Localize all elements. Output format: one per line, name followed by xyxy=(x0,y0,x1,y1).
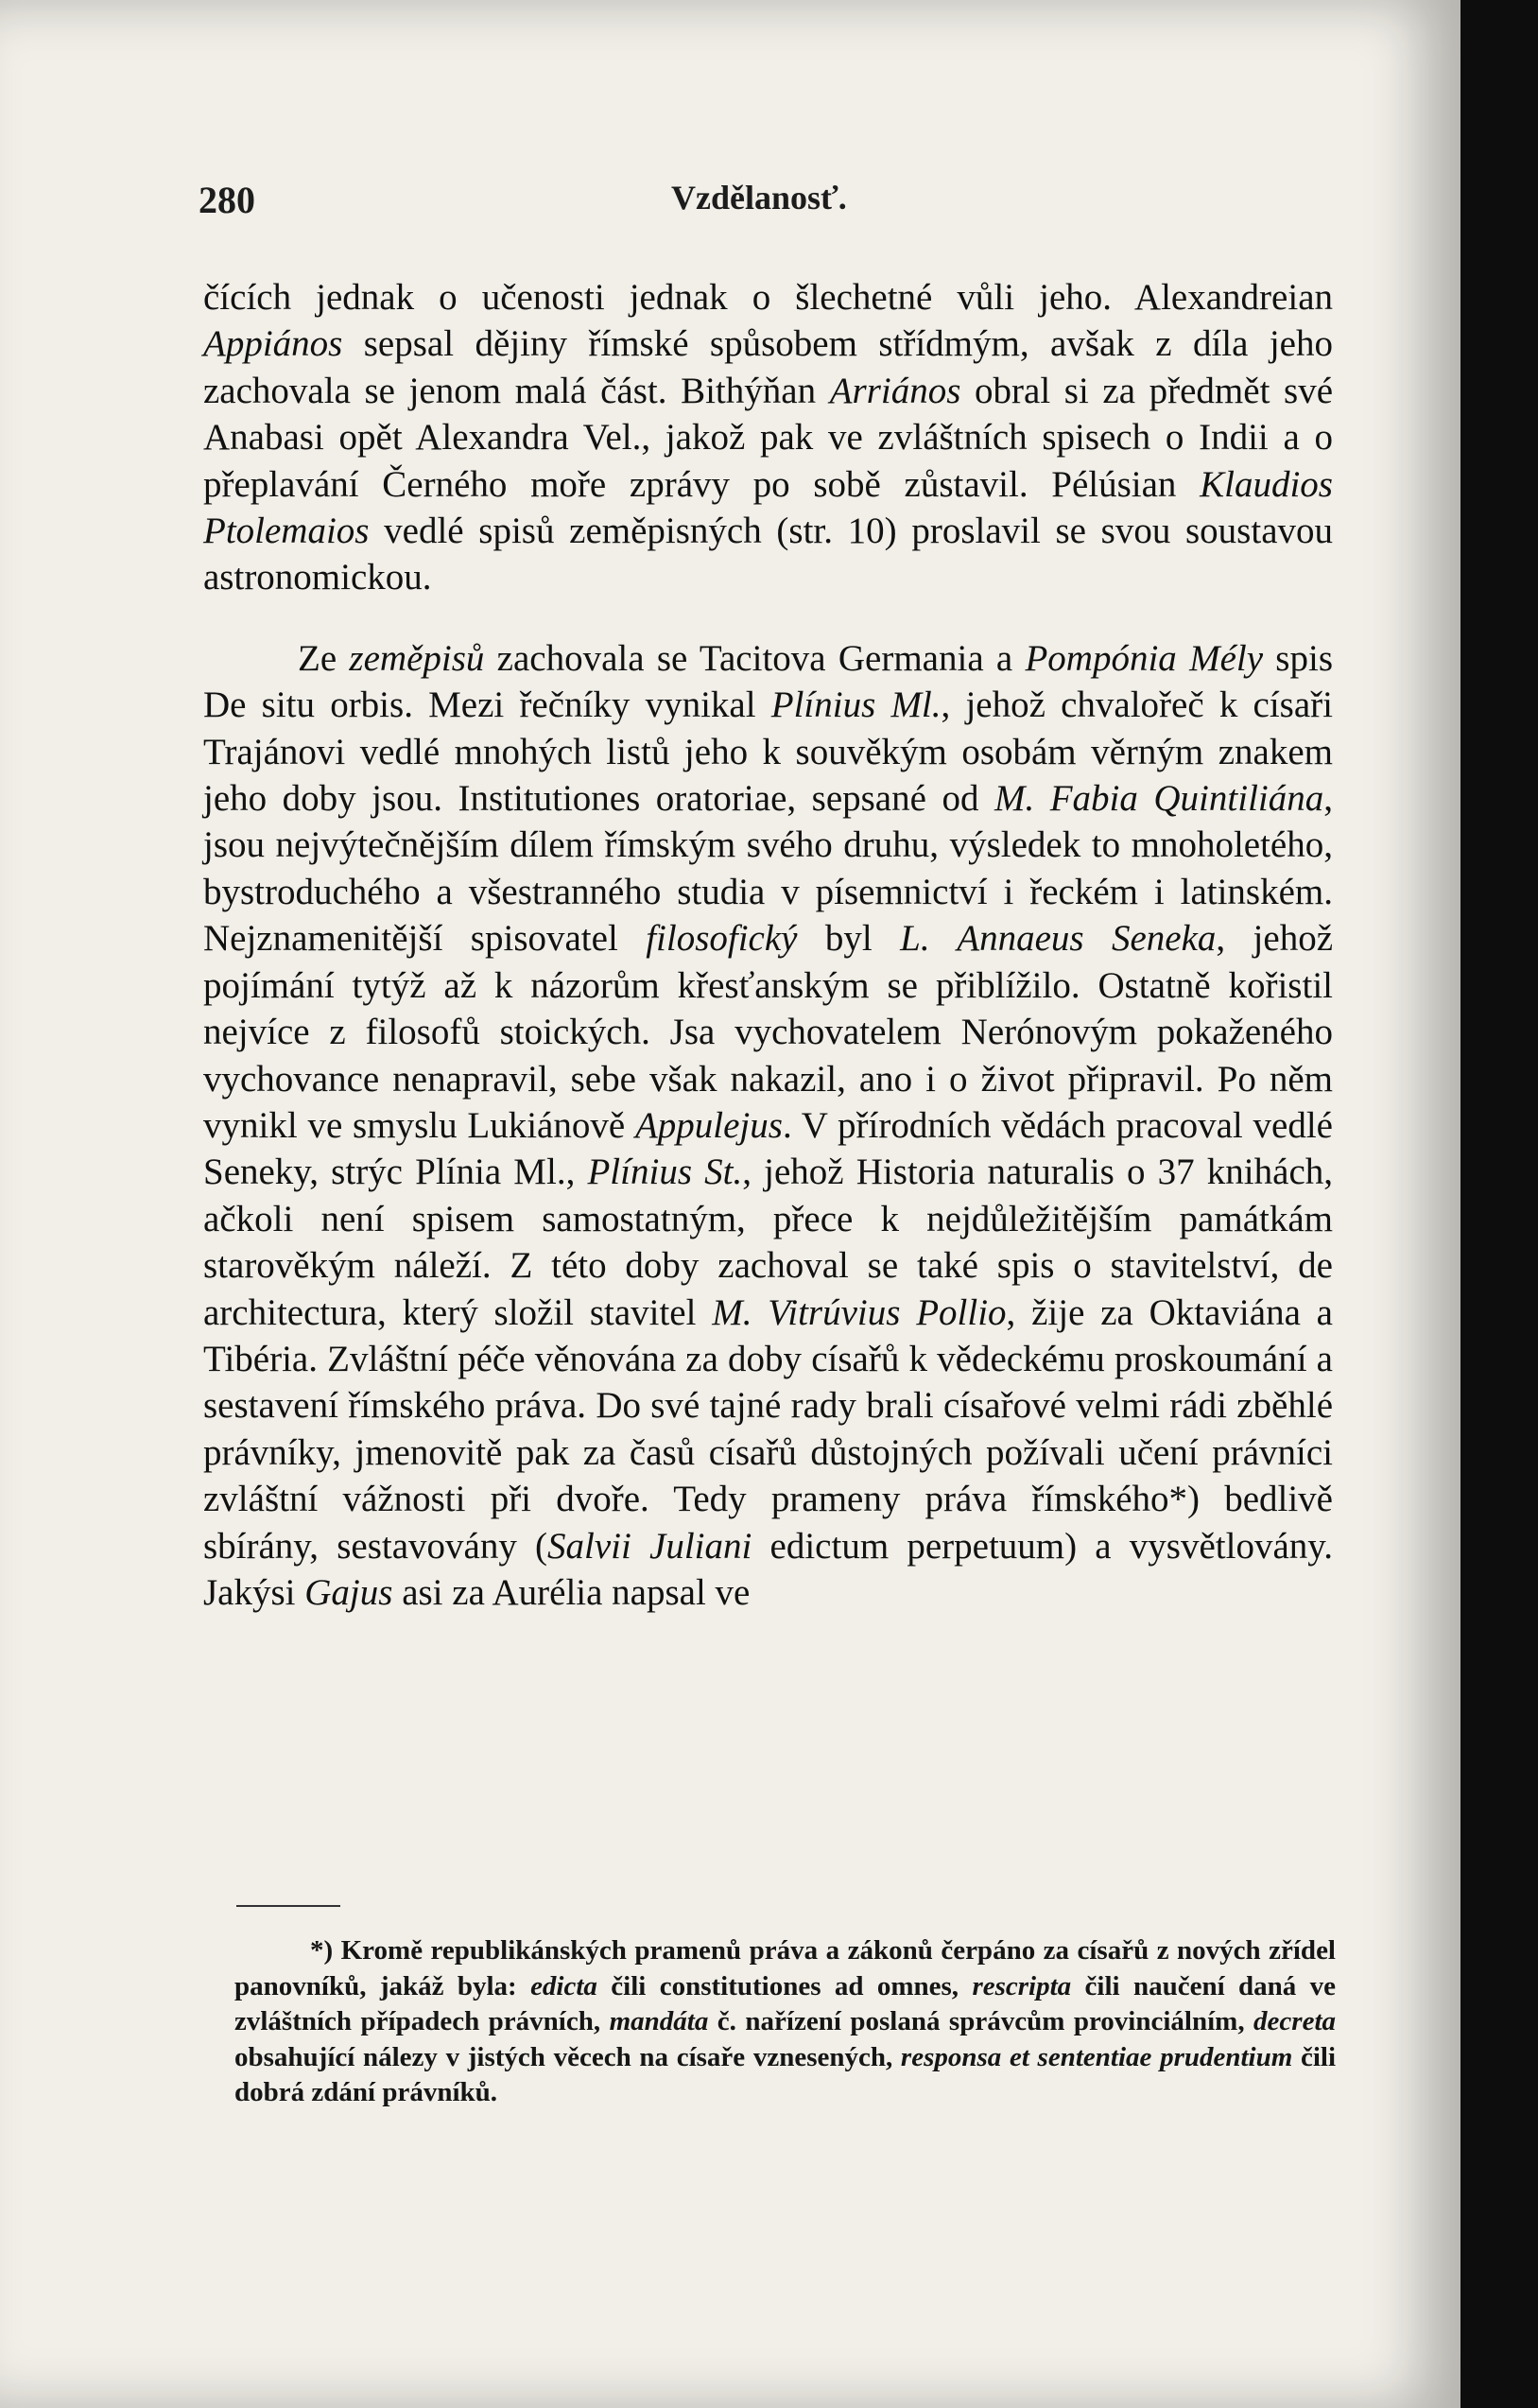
italic-term: filosofický xyxy=(646,918,798,960)
text-run: , jehož Historia naturalis o 37 knihách, ačkoli není spisem samostatným, přece k nejdůležitějším památkám starověkým náleží. Z této doby zachoval se také spis o stavitelství, de architectura, který složil stavitel xyxy=(203,1152,1334,1333)
italic-term: mandáta xyxy=(609,2006,709,2036)
text-run: , žije za Oktaviána a Tibéria. Zvláštní péče věnována za doby císařů k vědeckému proskoumání a sestavení římského práva. Do své tajné rady brali císařové velmi rádi zběhlé právníky, jmenovitě pak za časů císařů důstojných požívali učení právníci zvláštní vážnosti při dvoře. Tedy prameny práva římského*) bedlivě sbírány, sestavovány ( xyxy=(203,1291,1333,1567)
paragraph xyxy=(203,274,1333,601)
italic-term: Salvii Juliani xyxy=(547,1525,752,1567)
text-run: *) Kromě republikánských pramenů práva a zákonů čerpáno za císařů z nových zřídel panovníků, jakáž byla: xyxy=(234,1935,1336,2001)
footnote-rule xyxy=(236,1905,340,1907)
italic-term: decreta xyxy=(1253,2006,1337,2036)
italic-term: Arriános xyxy=(829,370,961,411)
text-run: čili naučení daná ve zvláštních případech právních, xyxy=(234,1970,1336,2036)
italic-term: Appiános xyxy=(203,323,343,365)
footnote-text xyxy=(234,1933,1336,2111)
italic-term: edicta xyxy=(530,1970,597,2001)
text-run: čících jednak o učenosti jednak o šlechetné vůli jeho. Alexandreian xyxy=(203,277,1333,318)
text-run: obral si za předmět své Anabasi opět Alexandra Vel., jakož pak ve zvláštních spisech o Indii a o přeplavání Černého moře zprávy po sobě zůstavil. Pélúsian xyxy=(203,370,1333,505)
text-run: , jehož pojímání tytýž až k názorům křesťanským se přiblížilo. Ostatně kořistil nejvíce z filosofů stoických. Jsa vychovatelem Nerónovým pokaženého vychovance nenapravil, sebe však nakazil, ano i o život připravil. Po něm vynikl ve smyslu Lukiánově xyxy=(203,918,1334,1146)
text-run: zachovala se Tacitova Germania a xyxy=(484,637,1026,679)
text-run: byl xyxy=(797,918,901,960)
italic-term: Plínius Ml. xyxy=(770,684,942,726)
text-run: vedlé spisů zeměpisných (str. 10) proslavil se svou soustavou astronomickou. xyxy=(203,511,1333,598)
italic-term: zeměpisů xyxy=(349,637,485,679)
running-title: Vzdělanosť. xyxy=(671,179,847,217)
text-run: . V přírodních vědách pracoval vedlé Seneky, strýc Plínia Ml., xyxy=(203,1104,1333,1193)
italic-term: M. Fabia Quintiliána xyxy=(994,778,1324,820)
text-run: sepsal dějiny římské spůsobem střídmým, avšak z díla jeho zachovala se jenom malá část. Bithýňan xyxy=(203,323,1333,411)
italic-term: Gajus xyxy=(304,1571,393,1613)
text-run: č. nařízení poslaná správcům provinciálním, xyxy=(708,2006,1254,2036)
text-run: Ze xyxy=(298,637,350,679)
italic-term: Klaudios Ptolemaios xyxy=(203,463,1333,552)
paragraph xyxy=(203,635,1333,1617)
footnote xyxy=(234,1933,1336,2111)
page-number: 280 xyxy=(199,179,255,221)
text-run: , jsou nejvýtečnějším dílem římským svého druhu, výsledek to mnoholetého, bystroduchého a všestranného studia v písemnictví i řeckém i latinském. Nejznamenitější spisovatel xyxy=(203,778,1333,960)
italic-term: M. Vitrúvius Pollio xyxy=(712,1291,1007,1333)
italic-term: Pompónia Mély xyxy=(1025,637,1264,679)
text-run: asi za Aurélia napsal ve xyxy=(392,1571,751,1613)
italic-term: rescripta xyxy=(972,1970,1072,2001)
body-text xyxy=(203,274,1333,1616)
italic-term: responsa et sententiae prudentium xyxy=(900,2041,1293,2072)
text-run: čili constitutiones ad omnes, xyxy=(596,1970,973,2001)
text-run: edictum perpetuum) a vysvětlovány. Jakýsi xyxy=(203,1525,1333,1613)
text-run: obsahující nálezy v jistých věcech na císaře vznesených, xyxy=(234,2041,901,2072)
text-run: , jehož chvalořeč k císaři Trajánovi vedlé mnohých listů jeho k souvěkým osobám věrným znakem jeho doby jsou. Institutiones oratoriae, sepsané od xyxy=(203,684,1333,820)
text-run: spis De situ orbis. Mezi řečníky vynikal xyxy=(203,637,1333,726)
page-header xyxy=(199,178,1333,234)
italic-term: Appulejus xyxy=(634,1104,783,1146)
italic-term: L. Annaeus Seneka xyxy=(900,918,1217,960)
italic-term: Plínius St. xyxy=(587,1152,743,1193)
text-run: čili dobrá zdání právníků. xyxy=(234,2041,1336,2107)
